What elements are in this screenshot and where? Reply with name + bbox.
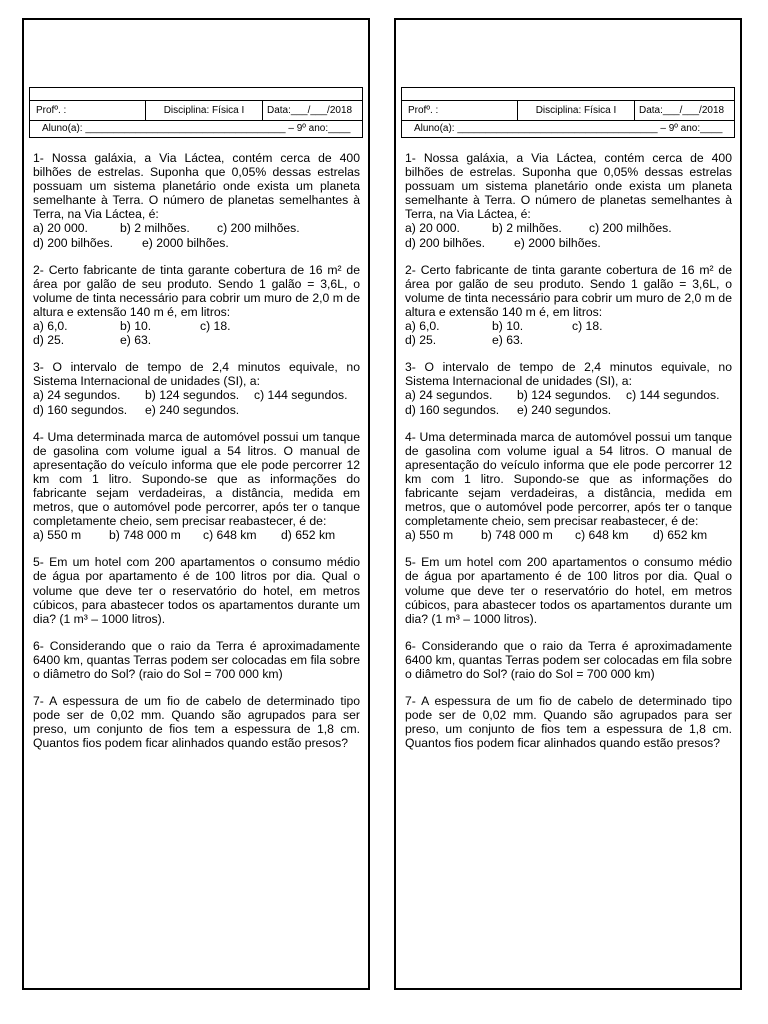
question-5 — [405, 555, 732, 625]
option-e: e) 2000 bilhões. — [514, 235, 601, 250]
question-4 — [405, 430, 732, 543]
worksheet-left — [22, 18, 370, 990]
disciplina-field: Disciplina: Física I — [518, 101, 635, 120]
date-field: Data:___/___/2018 — [267, 105, 353, 116]
question-text: 3- O intervalo de tempo de 2,4 minutos equivale, no Sistema Internacional de unidades (SI), a: — [33, 360, 360, 389]
option-c: c) 648 km — [575, 528, 629, 543]
options-row — [405, 388, 732, 402]
option-b: b) 124 segundos. — [145, 388, 240, 403]
option-d: d) 200 bilhões. — [33, 235, 113, 250]
option-a: a) 6,0. — [405, 319, 440, 334]
question-3 — [33, 360, 360, 416]
header-row — [30, 101, 362, 121]
options-row — [33, 333, 360, 347]
question-text: 6- Considerando que o raio da Terra é aproximadamente 6400 km, quantas Terras podem ser colocadas em fila sobre o diâmetro do Sol? (raio do Sol = 700 000 km) — [405, 638, 732, 681]
question-text: 7- A espessura de um fio de cabelo de determinado tipo pode ser de 0,02 mm. Quando são agrupados para ser preso, um conjunto de fios tem a espessura de 1,8 cm. Quantos fios podem ficar alinhados quando estão presos? — [405, 694, 732, 751]
options-row — [405, 236, 732, 250]
disciplina-field: Disciplina: Física I — [146, 101, 263, 120]
question-6 — [33, 639, 360, 681]
question-text: 5- Em um hotel com 200 apartamentos o consumo médio de água por apartamento é de 100 litros por dia. Qual o volume que deve ter o reservatório do hotel, em metros cúbicos, para abastecer todos os apartamentos durante um dia? (1 m³ – 1000 litros). — [405, 555, 732, 626]
option-b: b) 748 000 m — [109, 528, 181, 543]
question-text: 4- Uma determinada marca de automóvel possui um tanque de gasolina com volume igual a 54 litros. O manual de apresentação do veículo informa que ele pode percorrer 12 km com 1 litro. Supondo-se que as informações do fabricante sejam verdadeiras, a distância, medida em metros, que o automóvel pode percorrer, após ter o tanque completamente cheio, sem precisar reabastecer, é de: — [33, 429, 360, 529]
worksheet-right — [394, 18, 742, 990]
option-b: b) 2 milhões. — [492, 221, 562, 236]
option-a: a) 6,0. — [33, 319, 68, 334]
option-c: c) 18. — [200, 319, 231, 334]
question-5 — [33, 555, 360, 625]
question-text: 6- Considerando que o raio da Terra é aproximadamente 6400 km, quantas Terras podem ser colocadas em fila sobre o diâmetro do Sol? (raio do Sol = 700 000 km) — [33, 638, 360, 681]
question-text: 1- Nossa galáxia, a Via Láctea, contém cerca de 400 bilhões de estrelas. Suponha que 0,05% dessas estrelas possuam um sistema planetário onde exista um planeta semelhante à Terra. O número de planetas semelhantes à Terra, na Via Láctea, é: — [33, 151, 360, 222]
header-blank-row — [30, 88, 362, 101]
question-list — [405, 151, 732, 763]
question-text: 3- O intervalo de tempo de 2,4 minutos equivale, no Sistema Internacional de unidades (SI), a: — [405, 360, 732, 389]
option-d: d) 652 km — [281, 528, 336, 543]
options-row — [405, 333, 732, 347]
option-c: c) 18. — [572, 319, 603, 334]
option-d: d) 25. — [405, 333, 437, 348]
question-4 — [33, 430, 360, 543]
option-b: b) 748 000 m — [481, 528, 553, 543]
option-c: c) 144 segundos. — [626, 388, 720, 403]
question-1 — [405, 151, 732, 250]
header-blank-row — [402, 88, 734, 101]
question-text: 7- A espessura de um fio de cabelo de determinado tipo pode ser de 0,02 mm. Quando são agrupados para ser preso, um conjunto de fios tem a espessura de 1,8 cm. Quantos fios podem ficar alinhados quando estão presos? — [33, 694, 360, 751]
options-row — [405, 319, 732, 333]
options-row — [33, 221, 360, 235]
option-a: a) 20 000. — [33, 221, 88, 236]
option-d: d) 652 km — [653, 528, 708, 543]
option-c: c) 648 km — [203, 528, 257, 543]
question-6 — [405, 639, 732, 681]
option-b: b) 10. — [492, 319, 524, 334]
question-7 — [405, 694, 732, 750]
options-row — [33, 236, 360, 250]
option-e: e) 240 segundos. — [517, 402, 612, 417]
option-b: b) 10. — [120, 319, 152, 334]
student-field: Aluno(a): ____________________________________ – 9º ano:____ — [414, 123, 723, 134]
question-text: 2- Certo fabricante de tinta garante cobertura de 16 m² de área por galão de seu produto. Sendo 1 galão = 3,6L, o volume de tinta necessário para cobrir um muro de 2,0 m de altura e extensão 140 m é, em litros: — [405, 262, 732, 319]
question-text: 2- Certo fabricante de tinta garante cobertura de 16 m² de área por galão de seu produto. Sendo 1 galão = 3,6L, o volume de tinta necessário para cobrir um muro de 2,0 m de altura e extensão 140 m é, em litros: — [33, 262, 360, 319]
options-row — [405, 403, 732, 417]
options-row — [33, 319, 360, 333]
question-1 — [33, 151, 360, 250]
options-row — [405, 528, 732, 542]
option-e: e) 63. — [120, 333, 152, 348]
options-row — [33, 388, 360, 402]
header-table — [401, 87, 735, 138]
option-b: b) 2 milhões. — [120, 221, 190, 236]
option-c: c) 200 milhões. — [217, 221, 300, 236]
option-d: d) 200 bilhões. — [405, 235, 485, 250]
prof-field: Profº. : — [402, 101, 518, 120]
question-2 — [33, 263, 360, 348]
question-3 — [405, 360, 732, 416]
option-e: e) 2000 bilhões. — [142, 235, 229, 250]
option-d: d) 25. — [33, 333, 65, 348]
option-a: a) 550 m — [33, 528, 82, 543]
question-text: 5- Em um hotel com 200 apartamentos o consumo médio de água por apartamento é de 100 litros por dia. Qual o volume que deve ter o reservatório do hotel, em metros cúbicos, para abastecer todos os apartamentos durante um dia? (1 m³ – 1000 litros). — [33, 555, 360, 626]
question-2 — [405, 263, 732, 348]
option-e: e) 240 segundos. — [145, 402, 240, 417]
option-a: a) 24 segundos. — [33, 388, 121, 403]
option-b: b) 124 segundos. — [517, 388, 612, 403]
options-row — [405, 221, 732, 235]
option-d: d) 160 segundos. — [405, 402, 500, 417]
option-a: a) 20 000. — [405, 221, 460, 236]
option-e: e) 63. — [492, 333, 524, 348]
option-a: a) 24 segundos. — [405, 388, 493, 403]
option-d: d) 160 segundos. — [33, 402, 128, 417]
question-text: 4- Uma determinada marca de automóvel possui um tanque de gasolina com volume igual a 54 litros. O manual de apresentação do veículo informa que ele pode percorrer 12 km com 1 litro. Supondo-se que as informações do fabricante sejam verdadeiras, a distância, medida em metros, que o automóvel pode percorrer, após ter o tanque completamente cheio, sem precisar reabastecer, é de: — [405, 429, 732, 529]
prof-field: Profº. : — [30, 101, 146, 120]
options-row — [33, 528, 360, 542]
option-c: c) 144 segundos. — [254, 388, 348, 403]
options-row — [33, 403, 360, 417]
student-field: Aluno(a): ____________________________________ – 9º ano:____ — [42, 123, 351, 134]
question-7 — [33, 694, 360, 750]
question-text: 1- Nossa galáxia, a Via Láctea, contém cerca de 400 bilhões de estrelas. Suponha que 0,05% dessas estrelas possuam um sistema planetário onde exista um planeta semelhante à Terra. O número de planetas semelhantes à Terra, na Via Láctea, é: — [405, 151, 732, 222]
header-table — [29, 87, 363, 138]
header-row — [402, 101, 734, 121]
date-field: Data:___/___/2018 — [639, 105, 725, 116]
option-c: c) 200 milhões. — [589, 221, 672, 236]
option-a: a) 550 m — [405, 528, 454, 543]
question-list — [33, 151, 360, 763]
